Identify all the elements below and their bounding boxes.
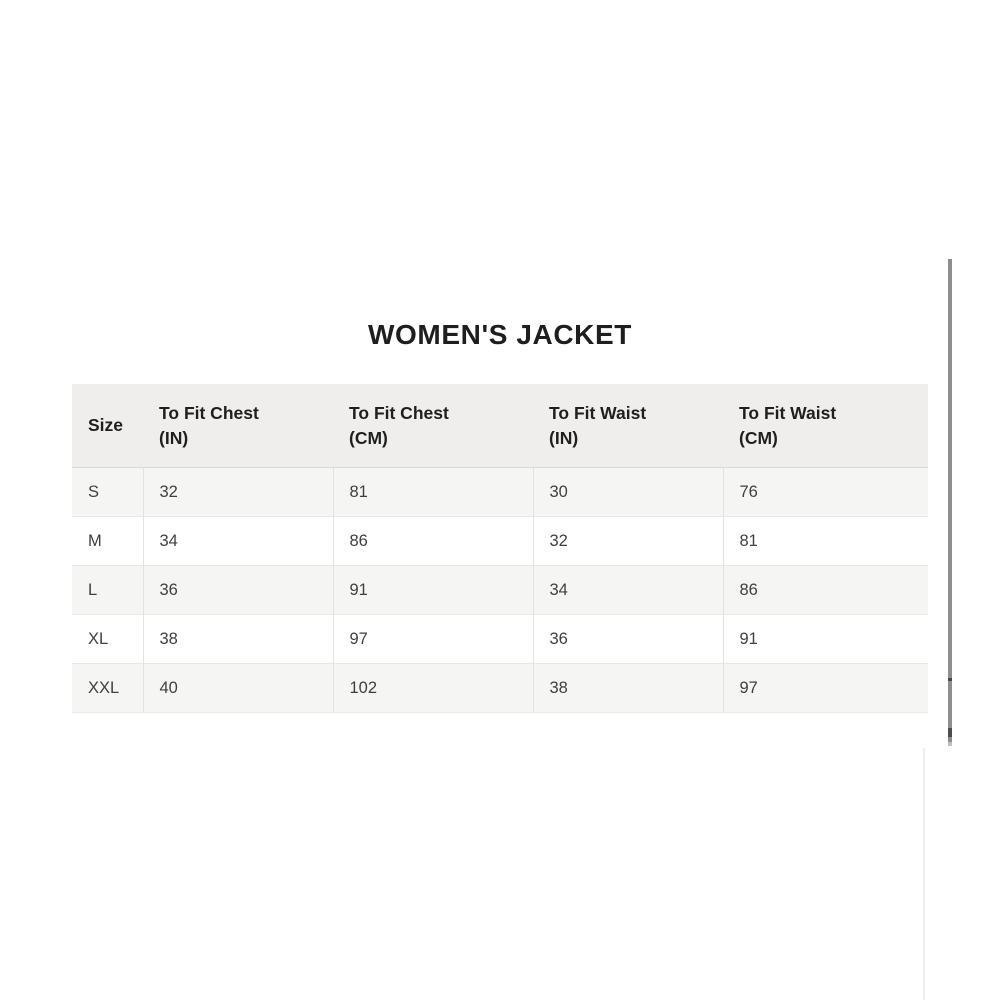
size-chart-header	[72, 384, 928, 468]
col-header-waist-cm-label: To Fit Waist	[739, 402, 837, 423]
cell-chest-cm: 102	[333, 664, 533, 713]
cell-size: XL	[72, 615, 143, 664]
col-header-waist-cm: To Fit Waist (CM)	[723, 384, 928, 468]
cell-waist-in: 32	[533, 517, 723, 566]
page-title: WOMEN'S JACKET	[368, 319, 632, 350]
scrollbar-thumb-notch-lower	[948, 728, 952, 737]
content-edge-divider	[923, 748, 925, 1000]
cell-waist-cm: 97	[723, 664, 928, 713]
cell-waist-in: 30	[533, 468, 723, 517]
size-row-s	[72, 468, 928, 517]
cell-chest-in: 36	[143, 566, 333, 615]
scrollbar-thumb-notch-upper	[948, 678, 952, 681]
cell-chest-cm: 91	[333, 566, 533, 615]
cell-chest-cm: 81	[333, 468, 533, 517]
col-header-chest-in: To Fit Chest (IN)	[143, 384, 333, 468]
cell-chest-in: 38	[143, 615, 333, 664]
cell-waist-cm: 81	[723, 517, 928, 566]
size-row-l	[72, 566, 928, 615]
cell-chest-in: 34	[143, 517, 333, 566]
col-header-waist-in-label: To Fit Waist	[549, 402, 647, 423]
cell-size: XXL	[72, 664, 143, 713]
cell-waist-cm: 91	[723, 615, 928, 664]
cell-waist-in: 38	[533, 664, 723, 713]
col-header-waist-in: To Fit Waist (IN)	[533, 384, 723, 468]
cell-size: S	[72, 468, 143, 517]
col-header-size-label: Size	[88, 415, 124, 435]
cell-chest-cm: 86	[333, 517, 533, 566]
scrollbar-thumb[interactable]	[948, 259, 952, 742]
cell-chest-in: 32	[143, 468, 333, 517]
col-header-chest-cm: To Fit Chest (CM)	[333, 384, 533, 468]
col-header-chest-cm-label: To Fit Chest	[349, 402, 449, 423]
cell-size: L	[72, 566, 143, 615]
size-row-xxl	[72, 664, 928, 713]
size-row-m	[72, 517, 928, 566]
cell-chest-cm: 97	[333, 615, 533, 664]
cell-waist-in: 36	[533, 615, 723, 664]
header-row	[72, 384, 928, 468]
col-header-size	[72, 384, 143, 468]
cell-waist-in: 34	[533, 566, 723, 615]
cell-chest-in: 40	[143, 664, 333, 713]
size-row-xl	[72, 615, 928, 664]
col-header-chest-in-label: To Fit Chest	[159, 402, 259, 423]
cell-size: M	[72, 517, 143, 566]
scrollbar-thumb-tail	[948, 742, 952, 746]
cell-waist-cm: 76	[723, 468, 928, 517]
cell-waist-cm: 86	[723, 566, 928, 615]
size-chart-body	[72, 468, 928, 713]
size-chart-table	[72, 384, 928, 713]
